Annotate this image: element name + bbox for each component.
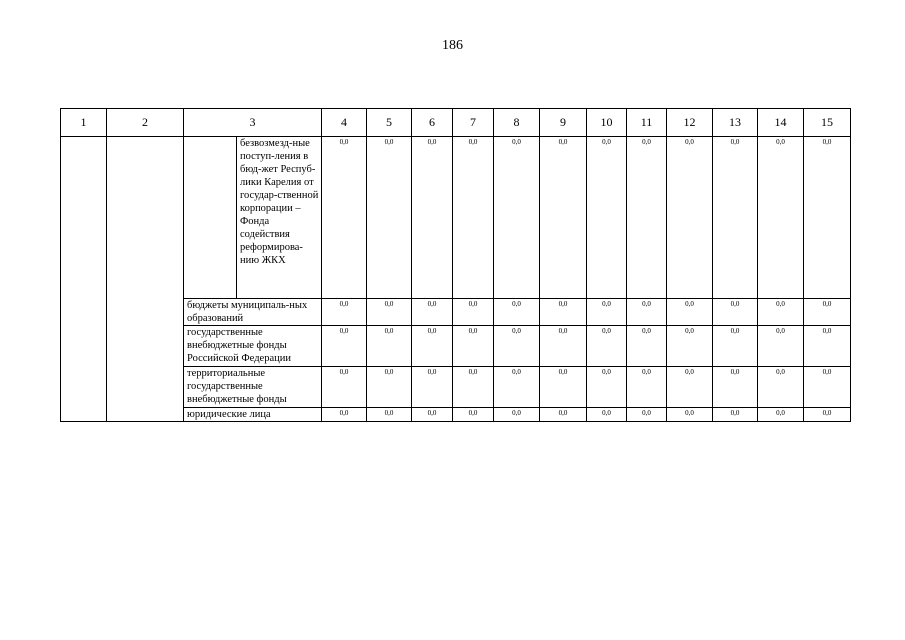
value-cell: 0,0	[667, 299, 713, 326]
value-cell: 0,0	[412, 137, 453, 299]
header-cell-12: 12	[667, 109, 713, 137]
value-cell: 0,0	[627, 408, 667, 422]
value-cell: 0,0	[494, 367, 540, 408]
page-number: 186	[442, 38, 463, 53]
value-cell: 0,0	[453, 367, 494, 408]
value-cell: 0,0	[412, 299, 453, 326]
value-cell: 0,0	[412, 408, 453, 422]
value-cell: 0,0	[758, 326, 804, 367]
header-cell-13: 13	[713, 109, 758, 137]
value-cell: 0,0	[758, 408, 804, 422]
value-cell: 0,0	[322, 326, 367, 367]
value-cell: 0,0	[322, 408, 367, 422]
value-cell: 0,0	[804, 326, 851, 367]
value-cell: 0,0	[587, 326, 627, 367]
value-cell: 0,0	[322, 299, 367, 326]
value-cell: 0,0	[322, 137, 367, 299]
header-cell-11: 11	[627, 109, 667, 137]
value-cell: 0,0	[540, 367, 587, 408]
col1-cell	[61, 137, 107, 422]
value-cell: 0,0	[804, 367, 851, 408]
value-cell: 0,0	[713, 137, 758, 299]
value-cell: 0,0	[540, 408, 587, 422]
value-cell: 0,0	[627, 326, 667, 367]
value-cell: 0,0	[667, 367, 713, 408]
header-cell-7: 7	[453, 109, 494, 137]
budget-table	[60, 108, 851, 422]
value-cell: 0,0	[494, 326, 540, 367]
value-cell: 0,0	[713, 367, 758, 408]
value-cell: 0,0	[758, 299, 804, 326]
header-cell-10: 10	[587, 109, 627, 137]
value-cell: 0,0	[627, 137, 667, 299]
row-label: бюджеты муниципаль-ных образований	[184, 299, 322, 326]
value-cell: 0,0	[804, 137, 851, 299]
header-cell-15: 15	[804, 109, 851, 137]
header-cell-14: 14	[758, 109, 804, 137]
row-label: территориальные государственные внебюджетные фонды	[184, 367, 322, 408]
value-cell: 0,0	[713, 299, 758, 326]
value-cell: 0,0	[713, 408, 758, 422]
row-label: государственные внебюджетные фонды Российской Федерации	[184, 326, 322, 367]
value-cell: 0,0	[587, 408, 627, 422]
value-cell: 0,0	[494, 299, 540, 326]
value-cell: 0,0	[627, 367, 667, 408]
header-cell-5: 5	[367, 109, 412, 137]
value-cell: 0,0	[667, 137, 713, 299]
value-cell: 0,0	[713, 326, 758, 367]
value-cell: 0,0	[587, 137, 627, 299]
value-cell: 0,0	[367, 299, 412, 326]
value-cell: 0,0	[667, 326, 713, 367]
value-cell: 0,0	[540, 137, 587, 299]
value-cell: 0,0	[804, 408, 851, 422]
header-cell-2: 2	[107, 109, 184, 137]
value-cell: 0,0	[804, 299, 851, 326]
header-cell-3: 3	[184, 109, 322, 137]
value-cell: 0,0	[494, 137, 540, 299]
value-cell: 0,0	[627, 299, 667, 326]
header-cell-9: 9	[540, 109, 587, 137]
header-row	[61, 109, 851, 137]
value-cell: 0,0	[758, 367, 804, 408]
value-cell: 0,0	[322, 367, 367, 408]
value-cell: 0,0	[367, 408, 412, 422]
value-cell: 0,0	[367, 326, 412, 367]
value-cell: 0,0	[587, 367, 627, 408]
header-cell-8: 8	[494, 109, 540, 137]
value-cell: 0,0	[453, 299, 494, 326]
value-cell: 0,0	[367, 367, 412, 408]
value-cell: 0,0	[453, 137, 494, 299]
header-cell-4: 4	[322, 109, 367, 137]
value-cell: 0,0	[758, 137, 804, 299]
value-cell: 0,0	[540, 299, 587, 326]
row-label: юридические лица	[184, 408, 322, 422]
indent-cell	[184, 137, 237, 299]
value-cell: 0,0	[367, 137, 412, 299]
value-cell: 0,0	[453, 326, 494, 367]
header-cell-1: 1	[61, 109, 107, 137]
value-cell: 0,0	[667, 408, 713, 422]
value-cell: 0,0	[540, 326, 587, 367]
header-cell-6: 6	[412, 109, 453, 137]
row-label: безвозмезд-ные поступ-ления в бюд-жет Респуб-лики Карелия от государ-ственной корпорации – Фонда содействия реформирова-нию ЖКХ	[237, 137, 322, 299]
value-cell: 0,0	[453, 408, 494, 422]
value-cell: 0,0	[587, 299, 627, 326]
table-row	[61, 137, 851, 299]
value-cell: 0,0	[412, 326, 453, 367]
col2-cell	[107, 137, 184, 422]
value-cell: 0,0	[494, 408, 540, 422]
value-cell: 0,0	[412, 367, 453, 408]
